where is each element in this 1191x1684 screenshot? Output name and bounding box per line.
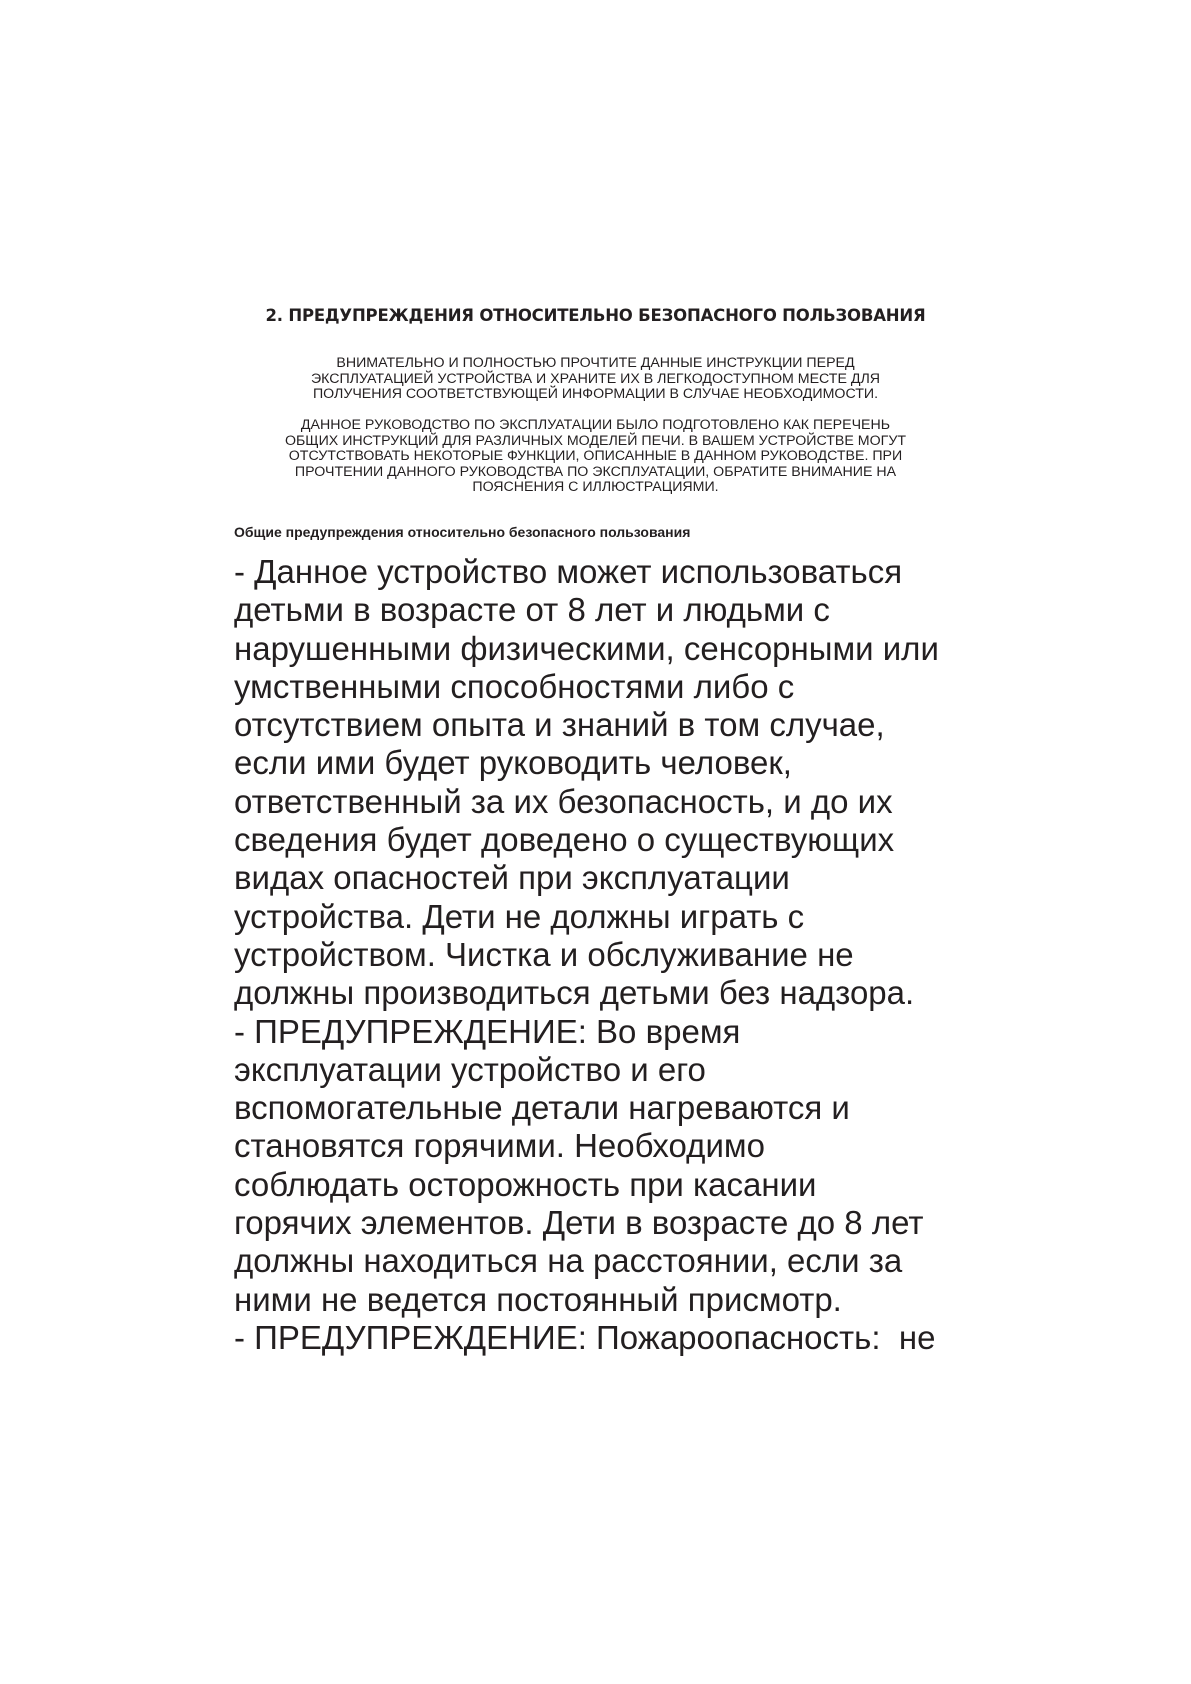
body-line: устройства. Дети не должны играть с	[234, 897, 805, 935]
body-line: умственными способностями либо с	[234, 667, 795, 705]
body-line: ними не ведется постоянный присмотр.	[234, 1280, 842, 1318]
body-line: становятся горячими. Необходимо	[234, 1127, 765, 1165]
body-line: - ПРЕДУПРЕЖДЕНИЕ: Пожароопасность: не	[234, 1318, 936, 1356]
safety-subheading: Общие предупреждения относительно безопасного пользования	[234, 524, 691, 540]
body-line: - Данное устройство может использоваться	[234, 553, 903, 590]
body-line: нарушенными физическими, сенсорными или	[234, 629, 939, 667]
body-line: ответственный за их безопасность, и до их	[234, 782, 893, 820]
body-line: эксплуатации устройство и его	[234, 1050, 706, 1088]
body-line: устройством. Чистка и обслуживание не	[234, 935, 854, 973]
intro-2-line: ДАННОЕ РУКОВОДСТВО ПО ЭКСПЛУАТАЦИИ БЫЛО ПОДГОТОВЛЕНО КАК ПЕРЕЧЕНЬ	[300, 417, 891, 433]
body-line: детьми в возрасте от 8 лет и людьми с	[234, 591, 830, 629]
body-line: должны производиться детьми без надзора.	[234, 974, 915, 1012]
intro-2-line: ОБЩИХ ИНСТРУКЦИЙ ДЛЯ РАЗЛИЧНЫХ МОДЕЛЕЙ ПЕЧИ. В ВАШЕМ УСТРОЙСТВЕ МОГУТ	[284, 432, 907, 449]
body-line: - ПРЕДУПРЕЖДЕНИЕ: Во время	[234, 1012, 741, 1050]
intro-1-line: ВНИМАТЕЛЬНО И ПОЛНОСТЬЮ ПРОЧТИТЕ ДАННЫЕ ИНСТРУКЦИИ ПЕРЕД	[336, 355, 855, 371]
body-line: если ими будет руководить человек,	[234, 744, 792, 782]
intro-1-line: ПОЛУЧЕНИЯ СООТВЕТСТВУЮЩЕЙ ИНФОРМАЦИИ В СЛУЧАЕ НЕОБХОДИМОСТИ.	[312, 386, 879, 403]
safety-warnings-body	[234, 553, 994, 1357]
body-line: соблюдать осторожность при касании	[234, 1165, 817, 1203]
section-title: 2. ПРЕДУПРЕЖДЕНИЯ ОТНОСИТЕЛЬНО БЕЗОПАСНОГО ПОЛЬЗОВАНИЯ	[265, 306, 926, 325]
body-line: отсутствием опыта и знаний в том случае,	[234, 706, 885, 744]
intro-paragraph-1	[200, 356, 991, 403]
intro-2-line: ПРОЧТЕНИИ ДАННОГО РУКОВОДСТВА ПО ЭКСПЛУАТАЦИИ, ОБРАТИТЕ ВНИМАНИЕ НА	[294, 463, 897, 480]
intro-2-line: ПОЯСНЕНИЯ С ИЛЛЮСТРАЦИЯМИ.	[472, 479, 719, 496]
intro-1-line: ЭКСПЛУАТАЦИЕЙ УСТРОЙСТВА И ХРАНИТЕ ИХ В ЛЕГКОДОСТУПНОМ МЕСТЕ ДЛЯ	[310, 370, 881, 387]
intro-paragraph-2	[200, 418, 991, 496]
body-line: вспомогательные детали нагреваются и	[234, 1089, 850, 1127]
body-line: видах опасностей при эксплуатации	[234, 859, 790, 897]
body-line: горячих элементов. Дети в возрасте до 8 лет	[234, 1204, 924, 1242]
intro-2-line: ОТСУТСТВОВАТЬ НЕКОТОРЫЕ ФУНКЦИИ, ОПИСАННЫЕ В ДАННОМ РУКОВОДСТВЕ. ПРИ	[288, 448, 903, 465]
body-line: должны находиться на расстоянии, если за	[234, 1242, 903, 1280]
body-line: сведения будет доведено о существующих	[234, 821, 895, 859]
